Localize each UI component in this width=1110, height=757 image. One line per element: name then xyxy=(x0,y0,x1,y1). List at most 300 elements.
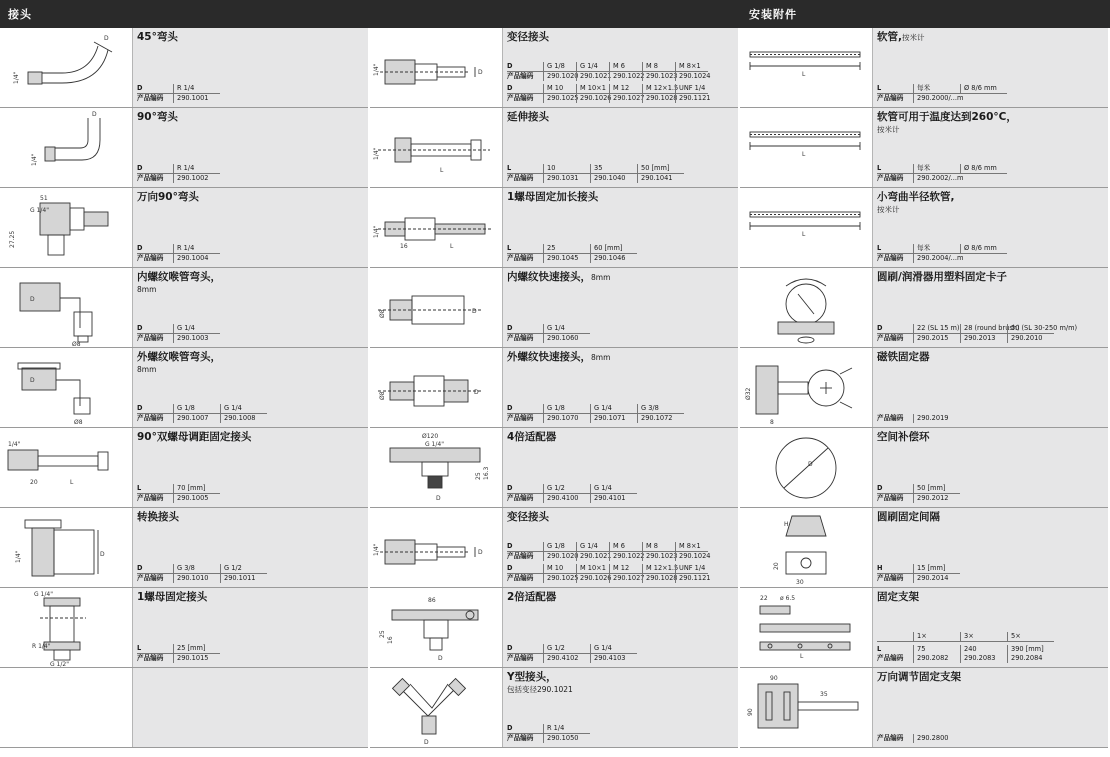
product-info xyxy=(503,588,738,667)
svg-text:H: H xyxy=(784,521,789,528)
product-info xyxy=(133,108,368,187)
spec-value: 290.1024 xyxy=(675,72,708,81)
spec-value: 290.1050 xyxy=(543,734,590,743)
svg-text:L: L xyxy=(450,243,454,250)
product-title: 45°弯头 xyxy=(137,31,178,43)
technical-drawing-icon xyxy=(740,28,873,107)
spec-value: L xyxy=(877,164,913,174)
technical-drawing-icon xyxy=(740,428,873,507)
product-info xyxy=(873,28,1108,107)
svg-text:Ø8: Ø8 xyxy=(74,419,83,426)
product-info xyxy=(503,188,738,267)
code-row xyxy=(877,174,1007,183)
spec-row xyxy=(507,644,637,654)
code-label: 产品编码 xyxy=(877,174,904,182)
code-row xyxy=(507,254,637,263)
spec-value: G 1/2 xyxy=(543,484,590,494)
product-cell xyxy=(740,268,1108,348)
technical-drawing-icon xyxy=(740,268,873,347)
product-title: 1螺母固定接头 xyxy=(137,591,208,603)
technical-drawing-icon xyxy=(0,508,133,587)
code-label: 产品编码 xyxy=(877,494,904,502)
spec-value: M 8×1 xyxy=(675,62,708,72)
spec-value xyxy=(877,632,913,642)
product-info xyxy=(873,108,1108,187)
spec-value: 3× xyxy=(960,632,1007,642)
svg-text:35: 35 xyxy=(820,691,828,698)
code-row xyxy=(507,94,711,103)
code-row xyxy=(507,494,637,503)
spec-value: M 10 xyxy=(543,564,576,574)
code-label: 产品编码 xyxy=(877,334,904,342)
spec-value: 290.2800 xyxy=(913,734,960,743)
svg-text:D: D xyxy=(92,111,97,118)
code-label: 产品编码 xyxy=(137,174,164,182)
product-title: 固定支架 xyxy=(877,591,919,603)
spec-row xyxy=(507,324,590,334)
spec-table xyxy=(877,244,1007,263)
spec-value: R 1/4 xyxy=(543,724,590,734)
product-cell xyxy=(370,188,738,268)
code-label: 产品编码 xyxy=(137,414,164,422)
product-info xyxy=(503,348,738,427)
code-label: 产品编码 xyxy=(507,552,534,560)
spec-value: 290.2000/...m xyxy=(913,94,960,103)
spec-value: M 10 xyxy=(543,84,576,94)
technical-drawing-icon xyxy=(0,268,133,347)
product-title: 变径接头 xyxy=(507,511,549,523)
product-drawing xyxy=(740,268,873,347)
svg-text:22: 22 xyxy=(760,595,768,602)
product-info xyxy=(873,668,1108,747)
spec-value: 290.1003 xyxy=(173,334,220,343)
product-drawing xyxy=(0,508,133,587)
spec-value: M 6 xyxy=(609,542,642,552)
product-info xyxy=(503,268,738,347)
spec-table xyxy=(877,564,960,583)
spec-value: 290.1072 xyxy=(637,414,684,423)
technical-drawing-icon xyxy=(370,28,503,107)
spec-value: 25 xyxy=(543,244,590,254)
spec-value: D xyxy=(137,324,173,334)
code-row xyxy=(877,254,1007,263)
spec-value: G 1/8 xyxy=(543,62,576,72)
spec-value: 290.1023 xyxy=(642,552,675,561)
spec-value: L xyxy=(507,244,543,254)
spec-value: 290.1021 xyxy=(576,552,609,561)
spec-value: 290.1071 xyxy=(590,414,637,423)
spec-value: 290.1031 xyxy=(543,174,590,183)
technical-drawing-icon xyxy=(370,348,503,427)
technical-drawing-icon xyxy=(740,588,873,667)
technical-drawing-icon xyxy=(0,588,133,667)
code-label: 产品编码 xyxy=(507,654,534,662)
product-subtitle: 8mm xyxy=(137,285,157,294)
spec-value: 每米 xyxy=(913,84,960,94)
technical-drawing-icon xyxy=(370,668,503,747)
spec-row xyxy=(507,724,590,734)
product-drawing xyxy=(370,268,503,347)
svg-text:G 1/4": G 1/4" xyxy=(30,207,49,214)
product-cell xyxy=(740,188,1108,268)
product-drawing xyxy=(370,668,503,747)
spec-table xyxy=(137,644,220,663)
spec-value: 290.1010 xyxy=(173,574,220,583)
svg-text:D: D xyxy=(438,655,443,662)
spec-value: D xyxy=(507,644,543,654)
spec-table xyxy=(877,734,960,743)
spec-value: 60 [mm] xyxy=(590,244,637,254)
code-row xyxy=(137,654,220,663)
product-cell xyxy=(740,348,1108,428)
spec-value: R 1/4 xyxy=(173,244,220,254)
product-subtitle: 按米计 xyxy=(877,125,900,134)
spec-value: L xyxy=(877,84,913,94)
svg-text:16: 16 xyxy=(400,243,408,250)
spec-value: 390 [mm] xyxy=(1007,645,1054,654)
svg-text:D: D xyxy=(808,461,813,468)
svg-text:86: 86 xyxy=(428,597,436,604)
spec-table xyxy=(507,324,590,343)
empty-cell xyxy=(0,668,368,748)
spec-table xyxy=(507,484,637,503)
code-label: 产品编码 xyxy=(507,94,534,102)
code-row xyxy=(137,494,220,503)
spec-value: M 10×1 xyxy=(576,564,609,574)
spec-value: M 12×1.5 xyxy=(642,84,675,94)
product-title: 万向90°弯头 xyxy=(137,191,199,203)
spec-value: 290.4100 xyxy=(543,494,590,503)
product-drawing xyxy=(740,348,873,427)
spec-table xyxy=(507,164,684,183)
svg-text:90: 90 xyxy=(770,675,778,682)
spec-row xyxy=(137,84,220,94)
spec-value: 290.1008 xyxy=(220,414,267,423)
product-info xyxy=(133,588,368,667)
spec-table xyxy=(137,404,267,423)
spec-value: G 1/4 xyxy=(576,542,609,552)
spec-row xyxy=(507,62,708,72)
spec-value: H xyxy=(877,564,913,574)
svg-text:D: D xyxy=(478,69,483,76)
spec-value: 28 (round brush) xyxy=(960,324,1007,334)
product-title: 外螺纹喉管弯头， xyxy=(137,351,221,363)
spec-table xyxy=(507,244,637,263)
svg-text:L: L xyxy=(802,151,806,158)
svg-text:D: D xyxy=(478,549,483,556)
spec-value: M 8 xyxy=(642,542,675,552)
product-cell xyxy=(370,348,738,428)
spec-value: 290.2084 xyxy=(1007,654,1054,663)
spec-value: 290.1025 xyxy=(543,574,576,583)
spec-value: 1× xyxy=(913,632,960,642)
spec-value: 70 [mm] xyxy=(173,484,220,494)
code-label: 产品编码 xyxy=(507,574,534,582)
product-subtitle: 8mm xyxy=(137,365,157,374)
spec-value: G 1/2 xyxy=(543,644,590,654)
product-cell xyxy=(370,108,738,188)
code-row xyxy=(507,334,590,343)
code-label: 产品编码 xyxy=(877,414,904,422)
product-drawing xyxy=(740,428,873,507)
technical-drawing-icon xyxy=(0,28,133,107)
spec-value: 290.1020 xyxy=(543,72,576,81)
spec-value: M 8×1 xyxy=(675,542,708,552)
spec-value: 50 (SL 30-250 m/m) xyxy=(1007,324,1054,334)
spec-value: D xyxy=(507,404,543,414)
svg-text:Ø8: Ø8 xyxy=(379,309,386,318)
svg-text:1/4": 1/4" xyxy=(373,63,380,76)
product-title: 软管,按米计 xyxy=(877,31,925,43)
code-row xyxy=(507,72,711,81)
product-drawing xyxy=(0,268,133,347)
spec-value: 290.1121 xyxy=(675,574,708,583)
spec-row xyxy=(137,564,267,574)
svg-text:16.3: 16.3 xyxy=(483,466,490,480)
svg-text:Ø32: Ø32 xyxy=(745,387,752,400)
spec-value: 290.1023 xyxy=(642,72,675,81)
spec-row xyxy=(507,484,637,494)
spec-value: 290.2015 xyxy=(913,334,960,343)
product-drawing xyxy=(0,588,133,667)
product-cell xyxy=(740,108,1108,188)
spec-value: 290.1022 xyxy=(609,552,642,561)
code-label: 产品编码 xyxy=(507,254,534,262)
code-label: 产品编码 xyxy=(137,654,164,662)
spec-value: D xyxy=(137,164,173,174)
spec-value: D xyxy=(507,724,543,734)
product-info xyxy=(873,588,1108,667)
product-title: 万向调节固定支架 xyxy=(877,671,961,683)
spec-value: D xyxy=(137,84,173,94)
spec-value: D xyxy=(507,84,543,94)
spec-value: M 8 xyxy=(642,62,675,72)
spec-row xyxy=(137,484,220,494)
code-row xyxy=(507,552,711,561)
product-cell xyxy=(0,108,368,188)
product-info xyxy=(503,428,738,507)
product-drawing xyxy=(370,428,503,507)
product-drawing xyxy=(740,108,873,187)
technical-drawing-icon xyxy=(370,268,503,347)
spec-value: UNF 1/4 xyxy=(675,564,708,574)
code-row xyxy=(137,94,220,103)
product-drawing xyxy=(740,668,873,747)
spec-value: D xyxy=(507,324,543,334)
code-label: 产品编码 xyxy=(137,334,164,342)
code-label: 产品编码 xyxy=(877,94,904,102)
code-label: 产品编码 xyxy=(507,72,534,80)
product-cell xyxy=(370,28,738,108)
code-label: 产品编码 xyxy=(507,494,534,502)
product-title: 1螺母固定加长接头 xyxy=(507,191,599,203)
spec-table xyxy=(137,564,267,583)
technical-drawing-icon xyxy=(370,108,503,187)
spec-value: M 12 xyxy=(609,84,642,94)
svg-text:R 1/4": R 1/4" xyxy=(32,643,51,650)
product-cell xyxy=(0,588,368,668)
svg-text:1/4": 1/4" xyxy=(373,147,380,160)
code-label: 产品编码 xyxy=(137,94,164,102)
spec-value: 290.1005 xyxy=(173,494,220,503)
product-info xyxy=(133,668,368,747)
code-label: 产品编码 xyxy=(137,254,164,262)
spec-value: L xyxy=(507,164,543,174)
code-label: 产品编码 xyxy=(877,654,904,662)
spec-value: 290.1002 xyxy=(173,174,220,183)
svg-text:ø 6.5: ø 6.5 xyxy=(780,595,796,602)
product-drawing xyxy=(0,28,133,107)
spec-value: D xyxy=(507,484,543,494)
spec-value: 290.1028 xyxy=(642,94,675,103)
product-title: 外螺纹快速接头，8mm xyxy=(507,351,611,363)
spec-value: 290.1024 xyxy=(675,552,708,561)
product-title: Y型接头， xyxy=(507,671,557,683)
svg-text:D: D xyxy=(104,35,109,42)
product-info xyxy=(873,268,1108,347)
product-cell xyxy=(0,428,368,508)
code-row xyxy=(877,414,960,423)
product-title: 转换接头 xyxy=(137,511,179,523)
spec-row xyxy=(507,164,684,174)
product-info xyxy=(133,188,368,267)
product-info xyxy=(873,428,1108,507)
spec-value: 290.1011 xyxy=(220,574,267,583)
product-cell xyxy=(370,428,738,508)
spec-row xyxy=(137,164,220,174)
product-info xyxy=(133,268,368,347)
section-title-accessories: 安装附件 xyxy=(749,8,797,21)
spec-value: Ø 8/6 mm xyxy=(960,164,1007,174)
technical-drawing-icon xyxy=(0,348,133,427)
code-row xyxy=(137,174,220,183)
svg-text:1/4": 1/4" xyxy=(31,153,38,166)
spec-value: 290.1021 xyxy=(576,72,609,81)
page-header xyxy=(0,0,1110,28)
product-title: 变径接头 xyxy=(507,31,549,43)
spec-value: M 12 xyxy=(609,564,642,574)
spec-value: R 1/4 xyxy=(173,84,220,94)
spec-value: G 1/4 xyxy=(590,644,637,654)
technical-drawing-icon xyxy=(740,668,873,747)
spec-table xyxy=(137,484,220,503)
spec-value: 290.2013 xyxy=(960,334,1007,343)
svg-text:L: L xyxy=(800,653,804,660)
spec-value: 75 xyxy=(913,645,960,654)
spec-table xyxy=(877,164,1007,183)
svg-text:L: L xyxy=(802,71,806,78)
code-label: 产品编码 xyxy=(877,254,904,262)
product-title: 4倍适配器 xyxy=(507,431,557,443)
spec-value: 290.1007 xyxy=(173,414,220,423)
spec-row xyxy=(507,404,684,414)
spec-value: G 3/8 xyxy=(637,404,684,414)
technical-drawing-icon xyxy=(370,428,503,507)
product-info xyxy=(873,348,1108,427)
product-title: 90°弯头 xyxy=(137,111,178,123)
spec-value: M 10×1 xyxy=(576,84,609,94)
svg-text:D: D xyxy=(436,495,441,502)
spec-value: 290.1060 xyxy=(543,334,590,343)
spec-table xyxy=(507,62,711,103)
spec-value: G 1/4 xyxy=(590,404,637,414)
product-cell xyxy=(740,28,1108,108)
svg-text:20: 20 xyxy=(30,479,38,486)
code-row xyxy=(137,334,220,343)
svg-text:25: 25 xyxy=(379,630,386,638)
spec-row xyxy=(877,632,1054,642)
svg-text:L: L xyxy=(802,231,806,238)
svg-text:D: D xyxy=(424,739,429,746)
svg-text:90: 90 xyxy=(747,708,754,716)
spec-value: 290.2083 xyxy=(960,654,1007,663)
spec-value: G 1/4 xyxy=(543,324,590,334)
product-drawing xyxy=(370,28,503,107)
spec-value: G 1/8 xyxy=(543,404,590,414)
product-drawing xyxy=(370,348,503,427)
svg-text:8: 8 xyxy=(770,419,774,426)
spec-value: 290.1045 xyxy=(543,254,590,263)
product-drawing xyxy=(0,668,133,747)
spec-value: R 1/4 xyxy=(173,164,220,174)
svg-text:L: L xyxy=(70,479,74,486)
code-row xyxy=(507,734,590,743)
spec-row xyxy=(137,404,267,414)
spec-value: 5× xyxy=(1007,632,1054,642)
technical-drawing-icon xyxy=(0,428,133,507)
product-drawing xyxy=(0,428,133,507)
svg-text:D: D xyxy=(30,296,35,303)
product-title: 内螺纹快速接头，8mm xyxy=(507,271,611,283)
spec-value: D xyxy=(507,542,543,552)
spec-value: 10 xyxy=(543,164,590,174)
spec-value: G 1/8 xyxy=(543,542,576,552)
product-drawing xyxy=(370,588,503,667)
spec-value: 290.2004/...m xyxy=(913,254,960,263)
spec-value: 290.1040 xyxy=(590,174,637,183)
spec-value: D xyxy=(137,564,173,574)
spec-value: 290.2019 xyxy=(913,414,960,423)
spec-value: 290.1015 xyxy=(173,654,220,663)
product-subtitle: 包括变径290.1021 xyxy=(507,685,573,694)
spec-value: D xyxy=(507,62,543,72)
spec-value: 22 (SL 15 m) xyxy=(913,324,960,334)
spec-value: 290.2010 xyxy=(1007,334,1054,343)
product-drawing xyxy=(370,108,503,187)
spec-table xyxy=(877,484,960,503)
spec-value: M 6 xyxy=(609,62,642,72)
spec-value: 50 [mm] xyxy=(913,484,960,494)
svg-text:20: 20 xyxy=(773,562,780,570)
code-row xyxy=(137,254,220,263)
spec-value: Ø 8/6 mm xyxy=(960,244,1007,254)
svg-text:G 1/4": G 1/4" xyxy=(34,591,53,598)
product-title: 磁铁固定器 xyxy=(877,351,930,363)
svg-text:D: D xyxy=(474,389,479,396)
spec-value: D xyxy=(137,404,173,414)
product-cell xyxy=(740,588,1108,668)
spec-value: D xyxy=(507,564,543,574)
product-drawing xyxy=(0,108,133,187)
product-title: 延伸接头 xyxy=(507,111,549,123)
product-drawing xyxy=(370,188,503,267)
product-info xyxy=(503,668,738,747)
technical-drawing-icon xyxy=(740,348,873,427)
product-info xyxy=(133,508,368,587)
spec-row xyxy=(137,244,220,254)
spec-table xyxy=(507,724,590,743)
spec-table xyxy=(137,244,220,263)
